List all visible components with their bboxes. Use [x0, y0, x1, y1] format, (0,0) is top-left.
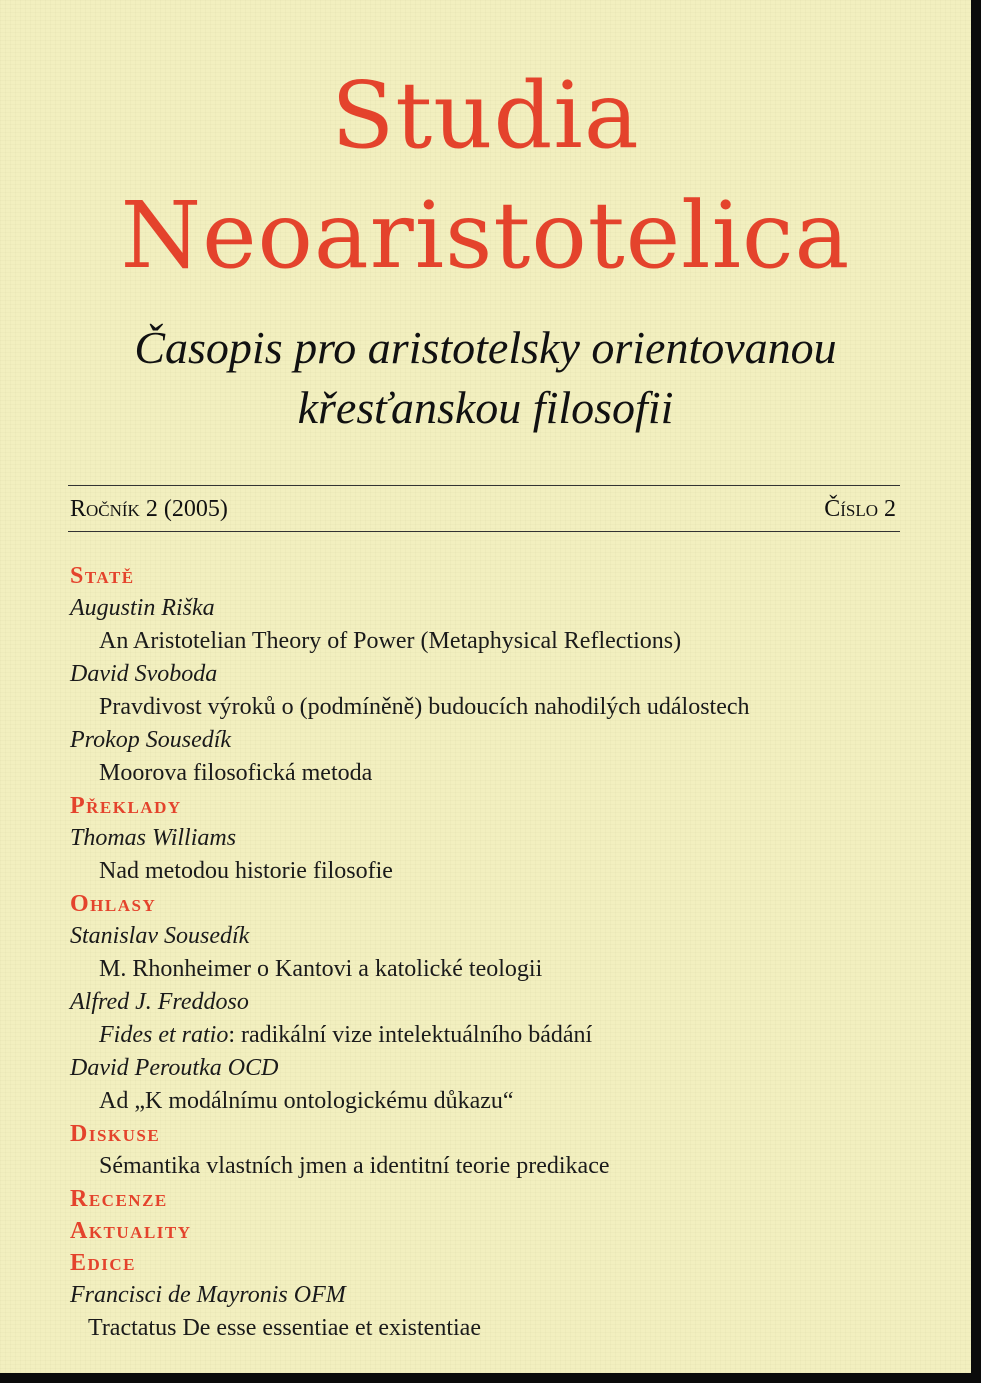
article-title: Pravdivost výroků o (podmíněně) budoucích nahodilých událostech — [99, 694, 750, 720]
section-heading-aktuality: Aktuality — [70, 1218, 192, 1244]
section-heading-ohlasy: Ohlasy — [70, 891, 157, 917]
subtitle-line-1: Časopis pro aristotelsky orientovanou — [134, 322, 837, 373]
author-name: Francisci de Mayronis OFM — [70, 1282, 346, 1308]
author-name: Stanislav Sousedík — [70, 923, 250, 949]
section-heading-diskuse: Diskuse — [70, 1121, 161, 1147]
author-name: Alfred J. Freddoso — [70, 989, 249, 1015]
article-title-italic: Fides et ratio — [99, 1022, 229, 1048]
issue-bar — [70, 492, 900, 528]
section-heading-preklady: Překlady — [70, 793, 182, 819]
author-name: Augustin Riška — [70, 595, 215, 621]
section-heading-recenze: Recenze — [70, 1186, 168, 1212]
article-title-rest: : radikální vize intelektuálního bádání — [228, 1022, 593, 1048]
author-name: David Peroutka OCD — [70, 1055, 279, 1081]
journal-subtitle — [0, 318, 971, 438]
article-title: Sémantika vlastních jmen a identitní teorie predikace — [99, 1153, 610, 1179]
bottom-divider — [68, 531, 900, 532]
title-line-2: Neoaristotelica — [120, 182, 851, 289]
article-title — [70, 1019, 920, 1052]
author-name: David Svoboda — [70, 661, 218, 687]
article-title: An Aristotelian Theory of Power (Metaphysical Reflections) — [99, 628, 682, 654]
volume-label: Ročník 2 (2005) — [70, 496, 228, 522]
table-of-contents — [70, 560, 920, 1345]
title-line-1: Studia — [331, 62, 640, 169]
issue-label: Číslo 2 — [824, 496, 896, 522]
section-heading-state: Statě — [70, 563, 135, 589]
article-title: Tractatus De esse essentiae et existentiae — [88, 1315, 481, 1341]
article-title: Moorova filosofická metoda — [99, 760, 373, 786]
article-title: Ad „K modálnímu ontologickému důkazu“ — [99, 1088, 514, 1114]
article-title: Nad metodou historie filosofie — [99, 858, 393, 884]
author-name: Thomas Williams — [70, 825, 237, 851]
subtitle-line-2: křesťanskou filosofii — [297, 382, 674, 433]
section-heading-edice: Edice — [70, 1250, 137, 1276]
top-divider — [68, 485, 900, 486]
author-name: Prokop Sousedík — [70, 727, 232, 753]
article-title: M. Rhonheimer o Kantovi a katolické teologii — [99, 956, 543, 982]
journal-title — [0, 60, 971, 292]
